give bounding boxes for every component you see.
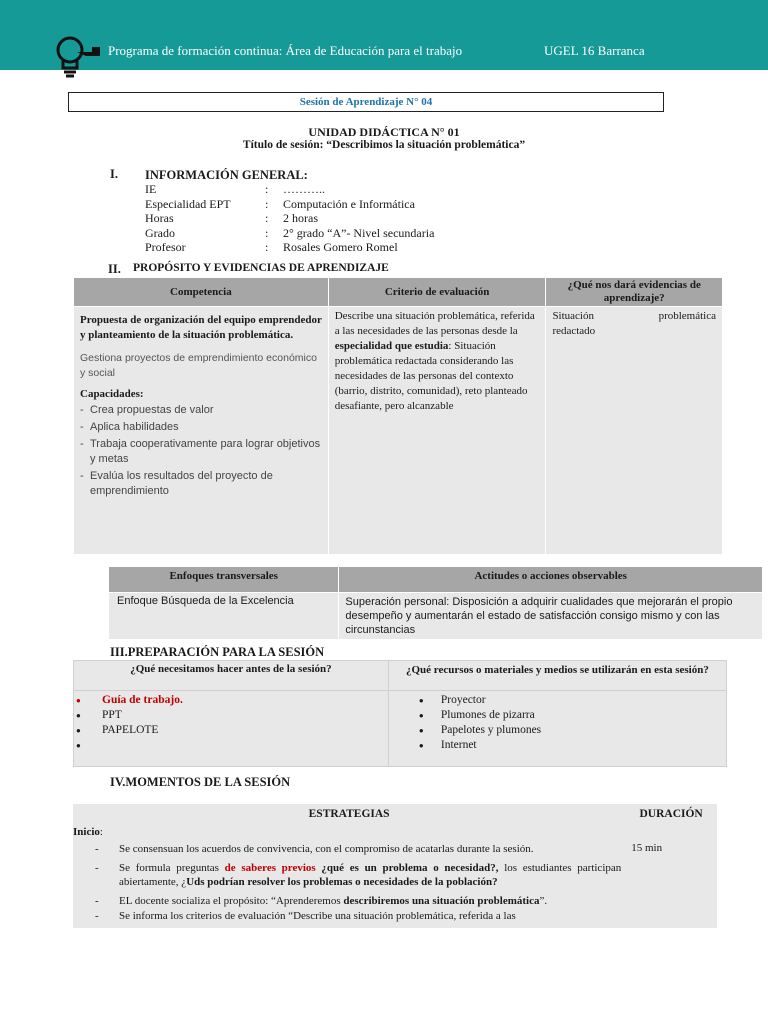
- antes-list: [74, 693, 388, 753]
- actitud-cell: Superación personal: Disposición a adquirir cualidades que mejorarán el propio desempeño y aumentarán el estado de satisfacción consigo mismo y con las circunstancias: [339, 593, 763, 640]
- col-enfoques: Enfoques transversales: [109, 567, 339, 593]
- list-item: ● Proyector: [389, 693, 726, 708]
- estrategias-cell: Inicio: - Se consensuan los acuerdos de convivencia, con el compromiso de acatarlas durante la sesión. - Se formula preguntas de saberes previos ¿qué es un problema o necesidad?, los estudiantes participan abiertamente, ¿Uds podrían resolver los problemas o necesidades de la población? - EL docente socializa el propósito: “Aprenderemos describiremos una situación problemática”. - Se informa los criterios de evaluación “Describe una situación problemática, referida a las: [73, 824, 625, 928]
- criterio-text-b: : Situación problemática redactada considerando las necesidades de las personas del contexto (barrio, distrito, comunidad), reto planteado desafiante, pero alcanzable: [334, 340, 528, 412]
- strategy-bold: ¿qué es un problema o necesidad?,: [321, 862, 499, 874]
- info-row: Profesor : Rosales Gomero Romel: [145, 240, 398, 254]
- capacidades-list: [80, 403, 322, 499]
- competencia-cell: [74, 307, 329, 555]
- evidencia-right: problemática: [658, 310, 716, 322]
- list-item: ● Guía de trabajo.: [74, 693, 388, 708]
- strategy-text: los estudiantes participan abiertamente, ¿: [119, 862, 622, 888]
- list-item: - Aplica habilidades: [80, 420, 322, 435]
- section4-title: IV.MOMENTOS DE LA SESIÓN: [110, 775, 291, 789]
- enfoque-cell: Enfoque Búsqueda de la Excelencia: [109, 593, 339, 640]
- col-evidencia: ¿Qué nos dará evidencias de aprendizaje?: [546, 278, 723, 307]
- strategy-red-text: de saberes previos: [224, 862, 316, 874]
- strategy-bold: describiremos una situación problemática: [343, 895, 540, 907]
- preparation-table: [73, 660, 727, 767]
- competencia-desc: Gestiona proyectos de emprendimiento económico y social: [80, 352, 317, 379]
- header-band: [0, 0, 768, 70]
- strategy-text: Se formula preguntas: [119, 862, 219, 874]
- section1-num: I.: [110, 167, 118, 181]
- list-item: ● Plumones de pizarra: [389, 708, 726, 723]
- moments-table: [73, 804, 717, 928]
- list-item: - Evalúa los resultados del proyecto de emprendimiento: [80, 469, 322, 499]
- general-info-list: [145, 182, 434, 255]
- info-row: Grado : 2° grado “A”- Nivel secundaria: [145, 225, 435, 240]
- competencia-title: Propuesta de organización del equipo emprendedor y planteamiento de la situación problemática.: [80, 314, 322, 341]
- criterio-bold: especialidad que estudia: [334, 340, 449, 352]
- section2-title: PROPÓSITO Y EVIDENCIAS DE APRENDIZAJE: [133, 262, 389, 274]
- list-item: - Se consensuan los acuerdos de convivencia, con el compromiso de acatarlas durante la sesión.: [73, 842, 621, 856]
- info-row: Horas : 2 horas: [145, 211, 318, 225]
- info-key: IE: [145, 182, 157, 196]
- info-value: Computación e Informática: [283, 196, 415, 211]
- capacidades-label: Capacidades:: [80, 388, 144, 400]
- info-key: Grado: [145, 225, 175, 240]
- info-row: Especialidad EPT : Computación e Informática: [145, 196, 415, 211]
- purpose-table: [73, 277, 723, 555]
- list-item: ● PAPELOTE: [74, 723, 388, 738]
- col-antes: ¿Qué necesitamos hacer antes de la sesión?: [74, 661, 389, 691]
- section2-num: II.: [108, 262, 121, 276]
- col-actitudes: Actitudes o acciones observables: [339, 567, 763, 593]
- col-competencia: Competencia: [74, 278, 329, 307]
- section3-title: III.PREPARACIÓN PARA LA SESIÓN: [110, 645, 325, 659]
- strategies-list: [73, 842, 621, 928]
- list-item: ● Papelotes y plumones: [389, 723, 726, 738]
- list-item: [73, 894, 621, 908]
- col-recursos: ¿Qué recursos o materiales y medios se utilizarán en esta sesión?: [388, 661, 726, 691]
- antes-cell: [74, 691, 389, 767]
- list-item: - Se informa los criterios de evaluación “Describe una situación problemática, referida a las: [73, 909, 621, 923]
- list-item: - Trabaja cooperativamente para lograr objetivos y metas: [80, 437, 322, 467]
- strategy-bold: Uds podrían resolver los problemas o necesidades de la población?: [186, 876, 498, 888]
- strategy-text: ”.: [539, 895, 548, 907]
- session-name: Título de sesión: “Describimos la situación problemática”: [242, 139, 526, 151]
- info-row: IE : ………..: [145, 182, 325, 196]
- info-key: Especialidad EPT: [145, 196, 231, 211]
- recursos-list: [389, 693, 726, 753]
- section1-title: INFORMACIÓN GENERAL:: [145, 168, 308, 182]
- criterio-text-a: Describe una situación problemática, referida a las necesidades de las personas desde la: [334, 310, 535, 337]
- lightbulb-icon: [52, 36, 104, 82]
- col-duracion: DURACIÓN: [625, 804, 717, 824]
- session-title: Sesión de Aprendizaje N° 04: [68, 92, 664, 112]
- unit-title: UNIDAD DIDÁCTICA N° 01: [308, 125, 460, 139]
- program-title: Programa de formación continua: Área de Educación para el trabajo: [108, 43, 463, 58]
- info-key: Profesor: [145, 240, 186, 254]
- info-value: ………..: [283, 182, 325, 196]
- strategy-text: EL docente socializa el propósito: “Aprenderemos: [119, 895, 341, 907]
- list-item: ● PPT: [74, 708, 388, 723]
- list-item: ● Internet: [389, 738, 726, 753]
- info-value: Rosales Gomero Romel: [283, 240, 398, 254]
- inicio-label: Inicio: [73, 826, 100, 838]
- evidencia-cell: [546, 307, 723, 555]
- recursos-cell: [388, 691, 726, 767]
- criterio-cell: [328, 307, 546, 555]
- list-item: [73, 861, 621, 889]
- evidencia-rest: redactado: [552, 325, 596, 337]
- info-value: 2 horas: [283, 211, 318, 225]
- ugel-label: UGEL 16 Barranca: [544, 43, 645, 58]
- col-criterio: Criterio de evaluación: [328, 278, 546, 307]
- info-key: Horas: [145, 211, 174, 225]
- info-value: 2° grado “A”- Nivel secundaria: [283, 225, 435, 240]
- list-item: - Crea propuestas de valor: [80, 403, 322, 418]
- evidencia-left: Situación: [552, 310, 594, 322]
- list-item: [74, 738, 388, 753]
- enfoques-table: [108, 566, 763, 640]
- col-estrategias: ESTRATEGIAS: [73, 804, 625, 824]
- duration-cell: 15 min: [625, 824, 717, 928]
